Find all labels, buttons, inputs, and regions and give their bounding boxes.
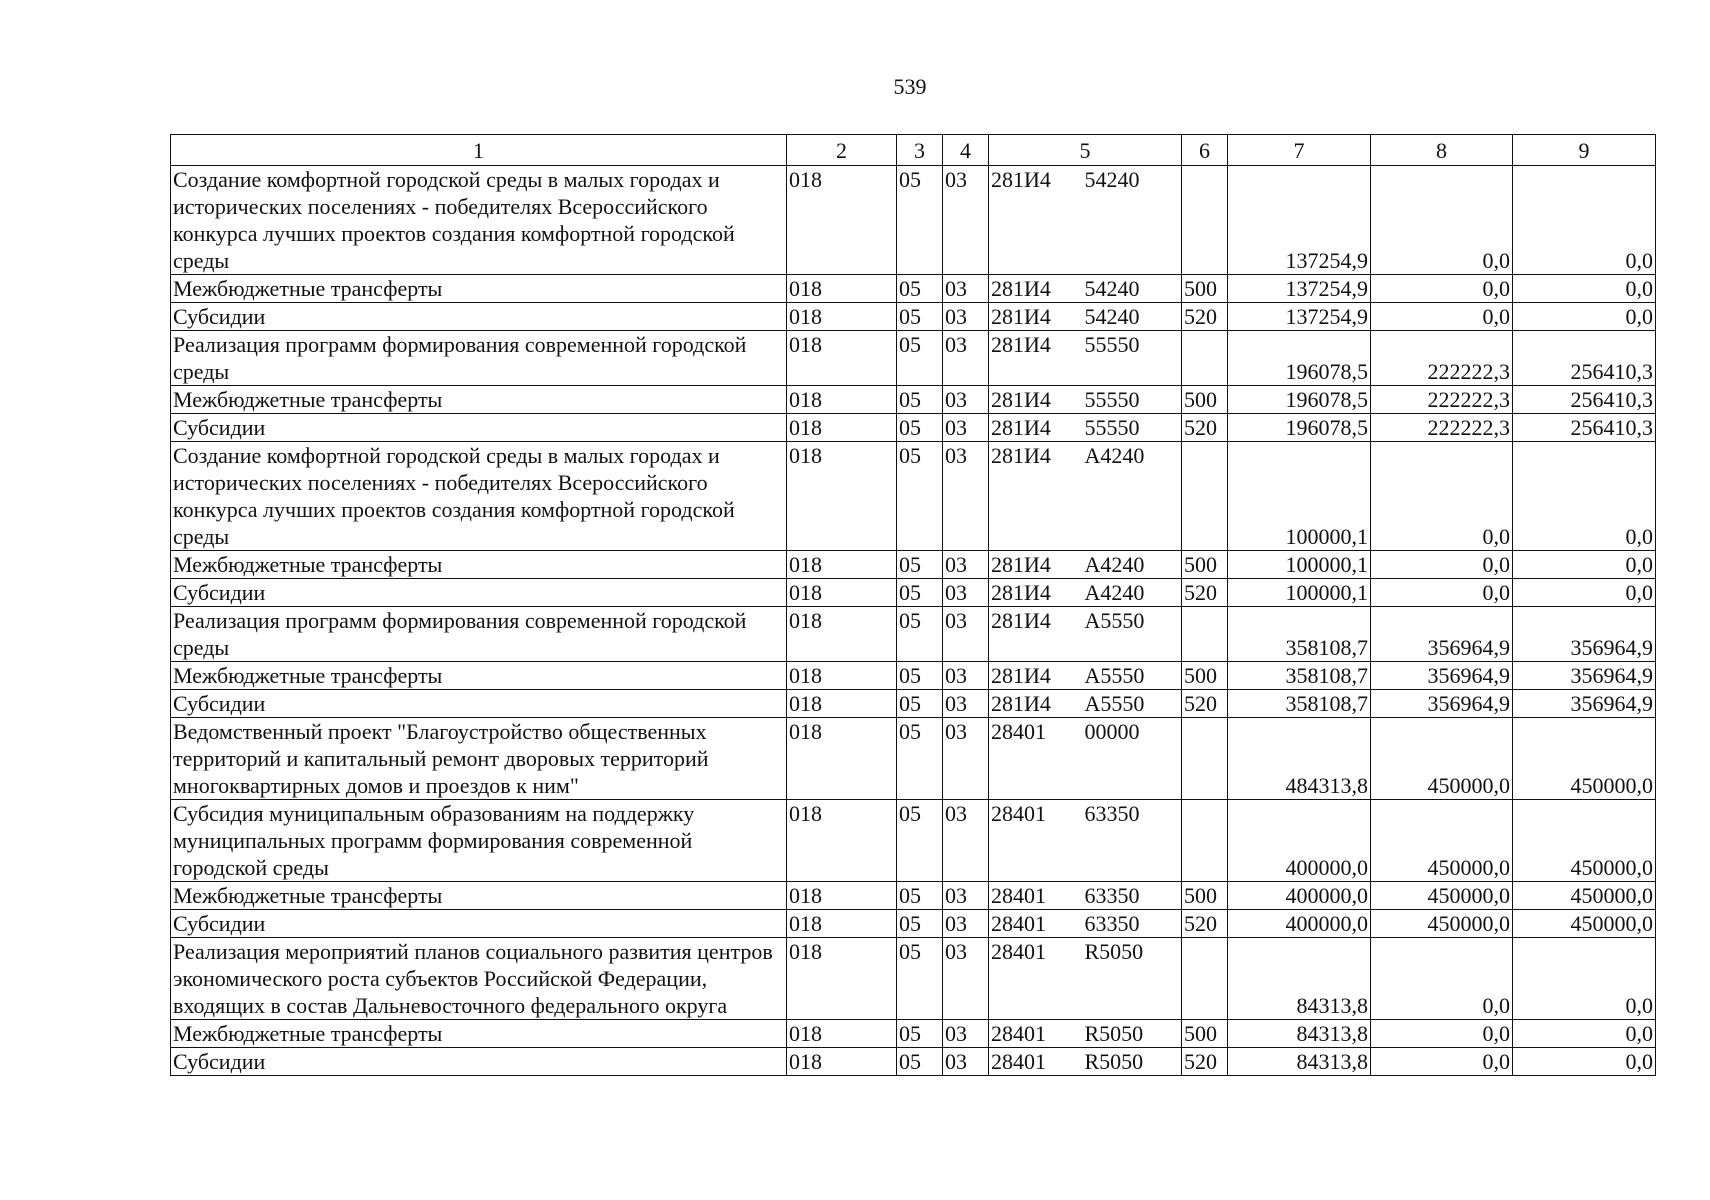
row-name: Субсидия муниципальным образованиям на поддержку муниципальных программ формирования современной городской среды (171, 800, 787, 882)
target-article-program: 28401 (989, 938, 1083, 1020)
row-name: Субсидии (171, 303, 787, 331)
subsection-code: 03 (943, 442, 989, 551)
table-row (171, 331, 1656, 386)
ministry-code: 018 (787, 1048, 897, 1076)
amount-col-9: 256410,3 (1513, 414, 1656, 442)
amount-col-9: 0,0 (1513, 1020, 1656, 1048)
row-name: Межбюджетные трансферты (171, 662, 787, 690)
amount-col-7: 137254,9 (1228, 275, 1371, 303)
subsection-code: 03 (943, 551, 989, 579)
target-article-direction: 54240 (1083, 275, 1182, 303)
table-row (171, 718, 1656, 800)
subsection-code: 03 (943, 579, 989, 607)
amount-col-9: 450000,0 (1513, 718, 1656, 800)
table-row (171, 442, 1656, 551)
amount-col-9: 356964,9 (1513, 690, 1656, 718)
target-article-program: 281И4 (989, 662, 1083, 690)
amount-col-9: 0,0 (1513, 938, 1656, 1020)
expense-type-code: 520 (1182, 303, 1228, 331)
section-code: 05 (897, 800, 943, 882)
subsection-code: 03 (943, 1048, 989, 1076)
section-code: 05 (897, 1048, 943, 1076)
amount-col-8: 222222,3 (1371, 414, 1513, 442)
target-article-program: 28401 (989, 718, 1083, 800)
subsection-code: 03 (943, 331, 989, 386)
table-row (171, 800, 1656, 882)
target-article-program: 28401 (989, 1048, 1083, 1076)
table-row (171, 662, 1656, 690)
expense-type-code: 520 (1182, 579, 1228, 607)
amount-col-9: 0,0 (1513, 551, 1656, 579)
expense-type-code: 500 (1182, 551, 1228, 579)
table-row (171, 414, 1656, 442)
expense-type-code: 520 (1182, 910, 1228, 938)
ministry-code: 018 (787, 718, 897, 800)
amount-col-9: 0,0 (1513, 303, 1656, 331)
amount-col-7: 358108,7 (1228, 607, 1371, 662)
subsection-code: 03 (943, 882, 989, 910)
target-article-program: 281И4 (989, 275, 1083, 303)
amount-col-8: 222222,3 (1371, 331, 1513, 386)
section-code: 05 (897, 690, 943, 718)
table-row (171, 275, 1656, 303)
column-header: 4 (943, 135, 989, 166)
column-header: 2 (787, 135, 897, 166)
target-article-program: 281И4 (989, 579, 1083, 607)
subsection-code: 03 (943, 303, 989, 331)
amount-col-9: 256410,3 (1513, 386, 1656, 414)
subsection-code: 03 (943, 800, 989, 882)
table-row (171, 690, 1656, 718)
expense-type-code: 500 (1182, 275, 1228, 303)
table-row (171, 386, 1656, 414)
amount-col-8: 0,0 (1371, 303, 1513, 331)
ministry-code: 018 (787, 386, 897, 414)
table-row (171, 303, 1656, 331)
table-row (171, 579, 1656, 607)
expense-type-code (1182, 166, 1228, 275)
section-code: 05 (897, 938, 943, 1020)
amount-col-9: 0,0 (1513, 1048, 1656, 1076)
amount-col-7: 358108,7 (1228, 662, 1371, 690)
amount-col-9: 450000,0 (1513, 882, 1656, 910)
subsection-code: 03 (943, 166, 989, 275)
amount-col-8: 0,0 (1371, 166, 1513, 275)
section-code: 05 (897, 579, 943, 607)
expense-type-code: 500 (1182, 1020, 1228, 1048)
column-header: 8 (1371, 135, 1513, 166)
column-header: 1 (171, 135, 787, 166)
amount-col-9: 0,0 (1513, 579, 1656, 607)
expense-type-code (1182, 607, 1228, 662)
target-article-program: 281И4 (989, 331, 1083, 386)
section-code: 05 (897, 910, 943, 938)
amount-col-9: 0,0 (1513, 166, 1656, 275)
expense-type-code (1182, 442, 1228, 551)
target-article-program: 281И4 (989, 303, 1083, 331)
amount-col-7: 137254,9 (1228, 303, 1371, 331)
amount-col-8: 0,0 (1371, 551, 1513, 579)
subsection-code: 03 (943, 386, 989, 414)
target-article-program: 281И4 (989, 414, 1083, 442)
amount-col-8: 450000,0 (1371, 718, 1513, 800)
section-code: 05 (897, 386, 943, 414)
ministry-code: 018 (787, 690, 897, 718)
ministry-code: 018 (787, 414, 897, 442)
target-article-direction: 63350 (1083, 910, 1182, 938)
ministry-code: 018 (787, 938, 897, 1020)
row-name: Межбюджетные трансферты (171, 386, 787, 414)
expense-type-code: 520 (1182, 414, 1228, 442)
section-code: 05 (897, 442, 943, 551)
amount-col-7: 100000,1 (1228, 579, 1371, 607)
section-code: 05 (897, 882, 943, 910)
row-name: Субсидии (171, 1048, 787, 1076)
row-name: Межбюджетные трансферты (171, 882, 787, 910)
subsection-code: 03 (943, 1020, 989, 1048)
amount-col-7: 137254,9 (1228, 166, 1371, 275)
section-code: 05 (897, 303, 943, 331)
column-header: 7 (1228, 135, 1371, 166)
subsection-code: 03 (943, 690, 989, 718)
ministry-code: 018 (787, 166, 897, 275)
target-article-direction: А5550 (1083, 690, 1182, 718)
amount-col-7: 484313,8 (1228, 718, 1371, 800)
amount-col-8: 356964,9 (1371, 607, 1513, 662)
amount-col-9: 0,0 (1513, 442, 1656, 551)
row-name: Субсидии (171, 414, 787, 442)
target-article-direction: А4240 (1083, 442, 1182, 551)
amount-col-7: 196078,5 (1228, 331, 1371, 386)
row-name: Реализация программ формирования современной городской среды (171, 331, 787, 386)
amount-col-7: 400000,0 (1228, 800, 1371, 882)
target-article-direction: А4240 (1083, 551, 1182, 579)
subsection-code: 03 (943, 607, 989, 662)
target-article-direction: 54240 (1083, 166, 1182, 275)
target-article-direction: 54240 (1083, 303, 1182, 331)
column-header: 9 (1513, 135, 1656, 166)
amount-col-8: 0,0 (1371, 1020, 1513, 1048)
ministry-code: 018 (787, 607, 897, 662)
expense-type-code: 500 (1182, 386, 1228, 414)
subsection-code: 03 (943, 662, 989, 690)
target-article-program: 281И4 (989, 551, 1083, 579)
section-code: 05 (897, 662, 943, 690)
ministry-code: 018 (787, 800, 897, 882)
amount-col-7: 196078,5 (1228, 414, 1371, 442)
subsection-code: 03 (943, 414, 989, 442)
subsection-code: 03 (943, 275, 989, 303)
amount-col-8: 0,0 (1371, 1048, 1513, 1076)
expense-type-code (1182, 718, 1228, 800)
target-article-direction: 00000 (1083, 718, 1182, 800)
ministry-code: 018 (787, 442, 897, 551)
section-code: 05 (897, 551, 943, 579)
table-row (171, 166, 1656, 275)
section-code: 05 (897, 718, 943, 800)
row-name: Субсидии (171, 910, 787, 938)
amount-col-8: 0,0 (1371, 579, 1513, 607)
page-number: 539 (893, 74, 927, 99)
column-header: 5 (989, 135, 1182, 166)
amount-col-7: 400000,0 (1228, 882, 1371, 910)
target-article-direction: R5050 (1083, 1048, 1182, 1076)
expense-type-code: 520 (1182, 1048, 1228, 1076)
budget-table (170, 134, 1656, 1076)
target-article-program: 28401 (989, 800, 1083, 882)
amount-col-7: 100000,1 (1228, 442, 1371, 551)
target-article-program: 28401 (989, 910, 1083, 938)
row-name: Создание комфортной городской среды в малых городах и исторических поселениях - победителях Всероссийского конкурса лучших проектов создания комфортной городской среды (171, 442, 787, 551)
amount-col-8: 222222,3 (1371, 386, 1513, 414)
row-name: Межбюджетные трансферты (171, 275, 787, 303)
amount-col-9: 356964,9 (1513, 607, 1656, 662)
row-name: Реализация мероприятий планов социального развития центров экономического роста субъектов Российской Федерации, входящих в состав Дальневосточного федерального округа (171, 938, 787, 1020)
table-row (171, 1020, 1656, 1048)
table-row (171, 551, 1656, 579)
column-header-row (171, 135, 1656, 166)
ministry-code: 018 (787, 551, 897, 579)
target-article-direction: R5050 (1083, 1020, 1182, 1048)
amount-col-8: 0,0 (1371, 442, 1513, 551)
amount-col-8: 450000,0 (1371, 910, 1513, 938)
target-article-program: 281И4 (989, 166, 1083, 275)
expense-type-code: 500 (1182, 882, 1228, 910)
target-article-program: 281И4 (989, 386, 1083, 414)
row-name: Создание комфортной городской среды в малых городах и исторических поселениях - победителях Всероссийского конкурса лучших проектов создания комфортной городской среды (171, 166, 787, 275)
amount-col-7: 84313,8 (1228, 1020, 1371, 1048)
row-name: Субсидии (171, 690, 787, 718)
row-name: Субсидии (171, 579, 787, 607)
target-article-direction: А5550 (1083, 607, 1182, 662)
column-header: 6 (1182, 135, 1228, 166)
table-row (171, 938, 1656, 1020)
amount-col-9: 0,0 (1513, 275, 1656, 303)
ministry-code: 018 (787, 1020, 897, 1048)
amount-col-7: 358108,7 (1228, 690, 1371, 718)
row-name: Реализация программ формирования современной городской среды (171, 607, 787, 662)
amount-col-8: 450000,0 (1371, 882, 1513, 910)
target-article-direction: R5050 (1083, 938, 1182, 1020)
table-row (171, 882, 1656, 910)
target-article-program: 281И4 (989, 607, 1083, 662)
target-article-direction: 55550 (1083, 386, 1182, 414)
expense-type-code (1182, 938, 1228, 1020)
row-name: Межбюджетные трансферты (171, 1020, 787, 1048)
amount-col-7: 100000,1 (1228, 551, 1371, 579)
amount-col-8: 0,0 (1371, 275, 1513, 303)
table-row (171, 1048, 1656, 1076)
target-article-program: 28401 (989, 1020, 1083, 1048)
section-code: 05 (897, 166, 943, 275)
expense-type-code (1182, 800, 1228, 882)
section-code: 05 (897, 1020, 943, 1048)
amount-col-8: 356964,9 (1371, 690, 1513, 718)
amount-col-7: 84313,8 (1228, 938, 1371, 1020)
target-article-direction: 55550 (1083, 331, 1182, 386)
row-name: Межбюджетные трансферты (171, 551, 787, 579)
ministry-code: 018 (787, 579, 897, 607)
target-article-program: 281И4 (989, 442, 1083, 551)
amount-col-8: 450000,0 (1371, 800, 1513, 882)
amount-col-7: 84313,8 (1228, 1048, 1371, 1076)
expense-type-code: 520 (1182, 690, 1228, 718)
section-code: 05 (897, 607, 943, 662)
amount-col-9: 450000,0 (1513, 910, 1656, 938)
table-row (171, 910, 1656, 938)
ministry-code: 018 (787, 882, 897, 910)
column-header: 3 (897, 135, 943, 166)
subsection-code: 03 (943, 938, 989, 1020)
expense-type-code: 500 (1182, 662, 1228, 690)
amount-col-7: 196078,5 (1228, 386, 1371, 414)
ministry-code: 018 (787, 662, 897, 690)
ministry-code: 018 (787, 303, 897, 331)
table-body (171, 166, 1656, 1076)
ministry-code: 018 (787, 331, 897, 386)
section-code: 05 (897, 331, 943, 386)
ministry-code: 018 (787, 275, 897, 303)
target-article-direction: А4240 (1083, 579, 1182, 607)
subsection-code: 03 (943, 718, 989, 800)
amount-col-7: 400000,0 (1228, 910, 1371, 938)
table-row (171, 607, 1656, 662)
amount-col-9: 256410,3 (1513, 331, 1656, 386)
section-code: 05 (897, 414, 943, 442)
subsection-code: 03 (943, 910, 989, 938)
section-code: 05 (897, 275, 943, 303)
amount-col-9: 356964,9 (1513, 662, 1656, 690)
target-article-direction: А5550 (1083, 662, 1182, 690)
target-article-program: 281И4 (989, 690, 1083, 718)
ministry-code: 018 (787, 910, 897, 938)
target-article-direction: 55550 (1083, 414, 1182, 442)
target-article-direction: 63350 (1083, 882, 1182, 910)
target-article-program: 28401 (989, 882, 1083, 910)
amount-col-8: 356964,9 (1371, 662, 1513, 690)
expense-type-code (1182, 331, 1228, 386)
row-name: Ведомственный проект "Благоустройство общественных территорий и капитальный ремонт дворовых территорий многоквартирных домов и проездов к ним" (171, 718, 787, 800)
amount-col-9: 450000,0 (1513, 800, 1656, 882)
amount-col-8: 0,0 (1371, 938, 1513, 1020)
target-article-direction: 63350 (1083, 800, 1182, 882)
